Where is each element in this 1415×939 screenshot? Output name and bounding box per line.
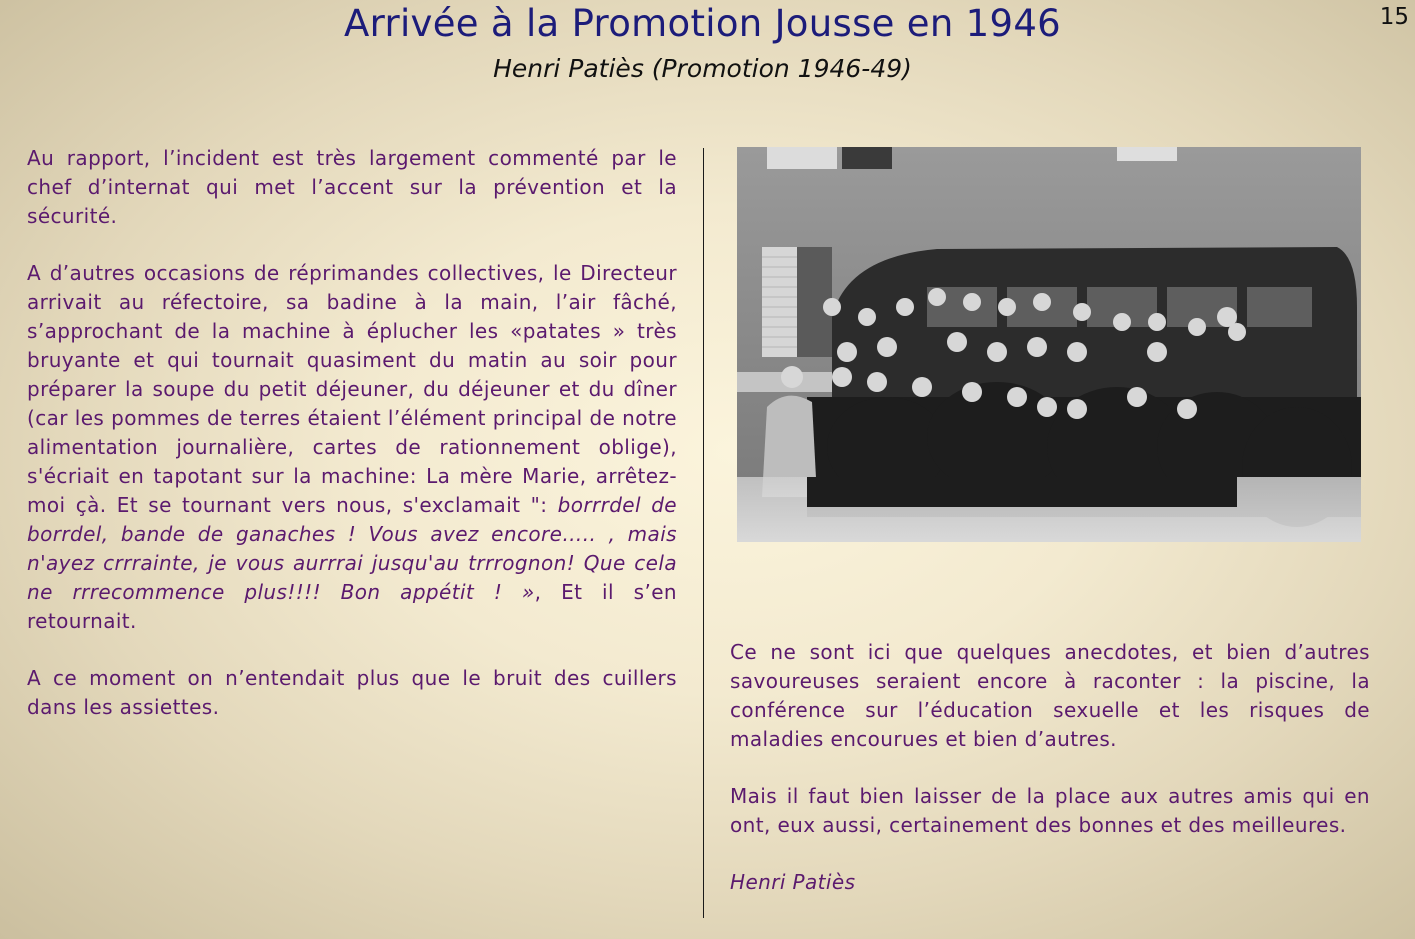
left-paragraph-1: Au rapport, l’incident est très largement commenté par le chef d’internat qui met l’accent sur la prévention et la sécurité.: [27, 146, 677, 228]
left-paragraph-2: [27, 259, 677, 636]
page-title: Arrivée à la Promotion Jousse en 1946: [343, 2, 1062, 45]
right-column: [730, 638, 1370, 897]
left-paragraph-3: A ce moment on n’entendait plus que le bruit des cuillers dans les assiettes.: [27, 666, 677, 719]
right-paragraph-2: Mais il faut bien laisser de la place aux autres amis qui en ont, eux aussi, certainement des bonnes et des meilleures.: [730, 784, 1370, 837]
left-paragraph-2-text: A d’autres occasions de réprimandes collectives, le Directeur arrivait au réfectoire, sa badine à la main, l’air fâché, s’approchant de la machine à éplucher les «patates » très bruyante et qui tournait quasiment du matin au soir pour préparer la soupe du petit déjeuner, du déjeuner et du dîner (car les pommes de terres étaient l’élément principal de notre alimentation journalière, cartes de rationnement oblige), s'écriait en tapotant sur la machine: La mère Marie, arrêtez-moi çà. Et se tournant vers nous, s'exclamait ":: [27, 261, 677, 517]
column-divider: [703, 148, 704, 918]
group-photo-drawing: [737, 147, 1361, 542]
left-paragraph-2-quote: borrrdel de borrdel, bande de ganaches ! Vous avez encore….. , mais n'ayez crrrainte, je vous aurrrai jusqu'au trrrognon! Que cela ne rrrecommence plus!!!! Bon appétit ! »: [27, 493, 677, 604]
right-paragraph-1: Ce ne sont ici que quelques anecdotes, et bien d’autres savoureuses seraient encore à raconter : la piscine, la conférence sur l’éducation sexuelle et les risques de maladies encourues et bien d’autres.: [730, 640, 1370, 751]
group-photo: [737, 147, 1361, 542]
left-column: [27, 144, 677, 750]
left-paragraph-2-end: , Et il s’en retournait.: [27, 580, 677, 633]
page-subtitle: Henri Patiès (Promotion 1946-49): [493, 54, 912, 83]
page-number: 15: [1379, 4, 1409, 30]
signature: Henri Patiès: [730, 870, 856, 894]
